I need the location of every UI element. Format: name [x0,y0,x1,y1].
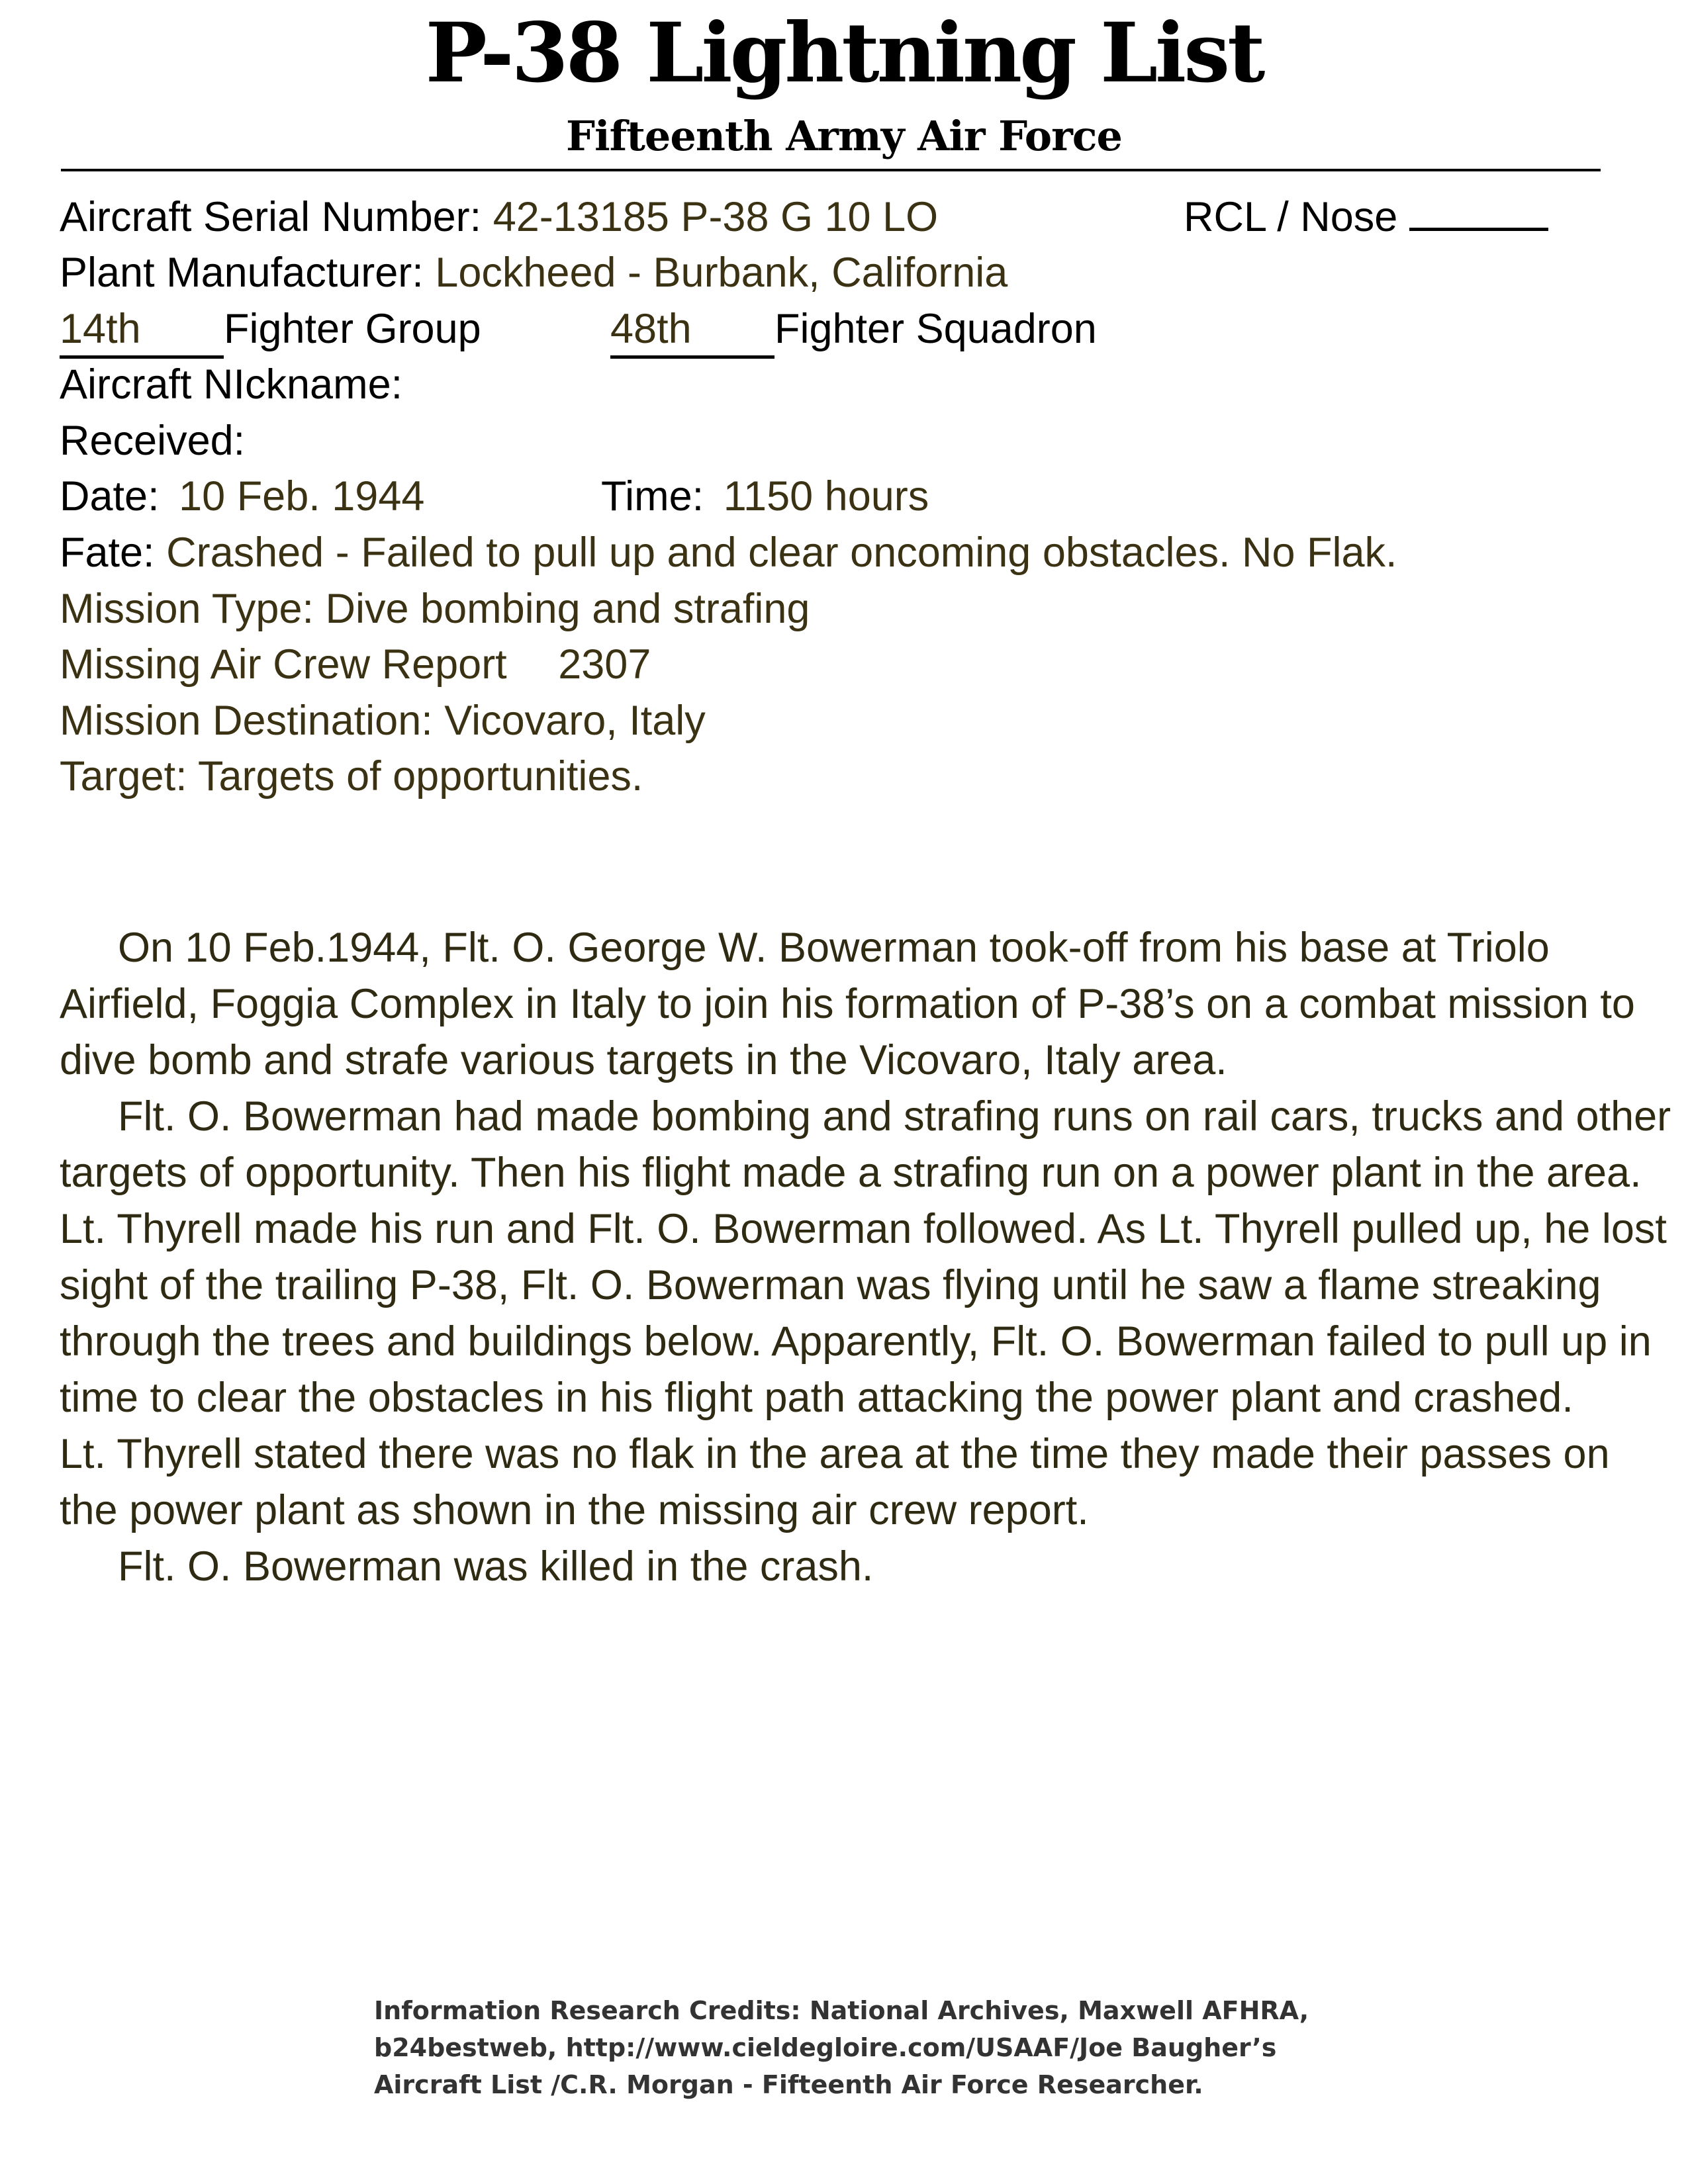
received-label: Received: [60,418,246,464]
mission-type-label: Mission Type: [60,586,314,632]
received-row [60,414,245,467]
narrative-paragraph: Flt. O. Bowerman had made bombing and strafing runs on rail cars, trucks and other targets of opportunity. Then his flight made a strafing run on a power plant in the area. Lt. Thyrell made his run and Flt. O. Bowerman followed. As Lt. Thyrell pulled up, he lost sight of the trailing P-38, Flt. O. Bowerman was flying until he saw a flame streaking through the trees and buildings below. Apparently, Flt. O. Bowerman failed to pull up in time to clear the obstacles in his flight path attacking the power plant and crashed. [60,1093,1671,1421]
plant-row [60,246,1008,299]
target-value: Targets of opportunities. [197,753,643,799]
credits-line: Aircraft List /C.R. Morgan - Fifteenth Air Force Researcher. [374,2070,1203,2099]
nickname-label: Aircraft NIckname: [60,361,403,408]
fate-label: Fate: [60,529,155,576]
target-label: Target: [60,753,187,799]
nickname-row [60,358,402,411]
page-subtitle: Fifteenth Army Air Force [566,112,1122,160]
macr-row [60,638,651,691]
group-label: Fighter Group [224,306,481,352]
mission-type-value: Dive bombing and strafing [325,586,810,632]
serial-label: Aircraft Serial Number: [60,194,482,240]
page-title: P-38 Lightning List [425,5,1263,101]
rcl-nose-label: RCL / Nose [1184,194,1398,240]
date-label: Date: [60,473,160,520]
narrative-paragraph: Flt. O. Bowerman was killed in the crash. [118,1543,874,1590]
time-value: 1150 hours [723,473,929,520]
credits-line: b24bestweb, http://www.cieldegloire.com/USAAF/Joe Baugher’s [374,2033,1277,2062]
squadron-label: Fighter Squadron [774,306,1097,352]
fate-row [60,526,1397,579]
target-row [60,750,643,803]
macr-label: Missing Air Crew Report [60,641,507,688]
group-blank [60,302,224,359]
group-value: 14th [60,306,141,352]
plant-label: Plant Manufacturer: [60,250,424,296]
rcl-nose-blank [1409,193,1548,231]
research-credits [374,1992,1433,2103]
serial-value: 42-13185 P-38 G 10 LO [492,194,939,240]
date-value: 10 Feb. 1944 [179,473,425,520]
destination-row [60,694,706,747]
squadron-blank [610,302,774,359]
destination-label: Mission Destination: [60,698,433,744]
narrative-paragraph: On 10 Feb.1944, Flt. O. George W. Bowerman took-off from his base at Triolo Airfield, Foggia Complex in Italy to join his formation of P-38’s on a combat mission to dive bomb and strafe various targets in the Vicovaro, Italy area. [60,925,1635,1083]
squadron-value: 48th [610,306,692,352]
time-label: Time: [601,473,704,520]
squadron-row [610,302,1097,359]
credits-line: Information Research Credits: National Archives, Maxwell AFHRA, [374,1996,1309,2025]
group-row [60,302,481,359]
rcl-nose-row [1184,191,1548,244]
date-row [60,470,424,523]
header-divider [61,169,1601,171]
destination-value: Vicovaro, Italy [444,698,706,744]
narrative-paragraph: Lt. Thyrell stated there was no flak in the area at the time they made their passes on the power plant as shown in the missing air crew report. [60,1431,1610,1533]
plant-value: Lockheed - Burbank, California [435,250,1008,296]
macr-value: 2307 [558,641,651,688]
serial-row [60,191,938,244]
fate-value: Crashed - Failed to pull up and clear oncoming obstacles. No Flak. [166,529,1397,576]
time-row [601,470,929,523]
narrative [60,920,1675,1595]
mission-type-row [60,582,810,635]
